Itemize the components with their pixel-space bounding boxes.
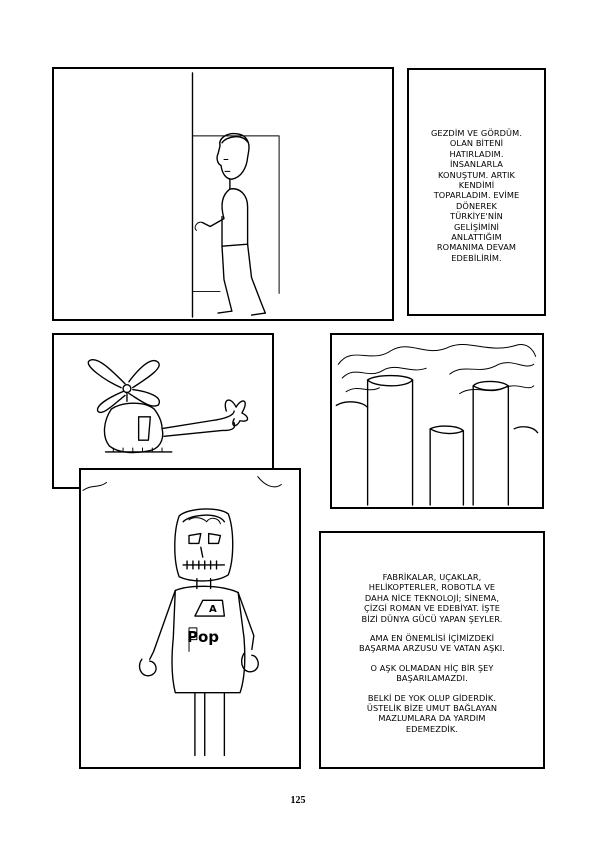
- robot-badge-text: A: [209, 604, 217, 615]
- caption-paragraph-2: AMA EN ÖNEMLİSİ İÇİMİZDEKİ BAŞARMA ARZUSU VE VATAN AŞKI.: [358, 633, 505, 654]
- caption-paragraph-3: O AŞK OLMADAN HİÇ BİR ŞEY BAŞARILAMAZDI.: [370, 662, 494, 684]
- caption-text-top: [409, 128, 544, 272]
- panel-robot: [79, 468, 301, 769]
- panel-door-man: [52, 67, 394, 321]
- caption-paragraph-4: BELKİ DE YOK OLUP GİDERDİK. ÜSTELİK BİZE UMUT BAĞLAYAN MAZLUMLARA DA YARDIM EDEMEZDİK.: [366, 692, 498, 734]
- panel-towers: [330, 333, 544, 509]
- robot-drawing: [81, 470, 299, 767]
- robot-shirt-text: Pop: [187, 628, 220, 646]
- helicopter-drawing: [54, 335, 272, 487]
- towers-drawing: [332, 335, 542, 507]
- caption-paragraph: GEZDİM VE GÖRDÜM. OLAN BİTENİ HATIRLADIM. İNSANLARLA KONUŞTUM. ARTIK KENDİMİ TOPARLADIM. EVİME DÖNEREK TÜRKİYE'NİN GELİŞİMİNİ ANLATTIĞIM ROMANIMA DEVAM EDEBİLİRİM.: [430, 128, 523, 263]
- door-man-drawing: [54, 69, 392, 319]
- panel-caption-bottom: [319, 531, 545, 769]
- caption-text-bottom: [321, 572, 543, 743]
- caption-paragraph-1: FABRİKALAR, UÇAKLAR, HELİKOPTERLER, ROBOTLA VE DAHA NİCE TEKNOLOJİ; SİNEMA, ÇİZGİ ROMAN VE EDEBİYAT. İŞTE BİZİ DÜNYA GÜCÜ YAPAN ŞEYLER.: [361, 572, 503, 624]
- panel-helicopter: [52, 333, 274, 489]
- page-number: 125: [290, 795, 306, 806]
- panel-caption-top: [407, 68, 546, 316]
